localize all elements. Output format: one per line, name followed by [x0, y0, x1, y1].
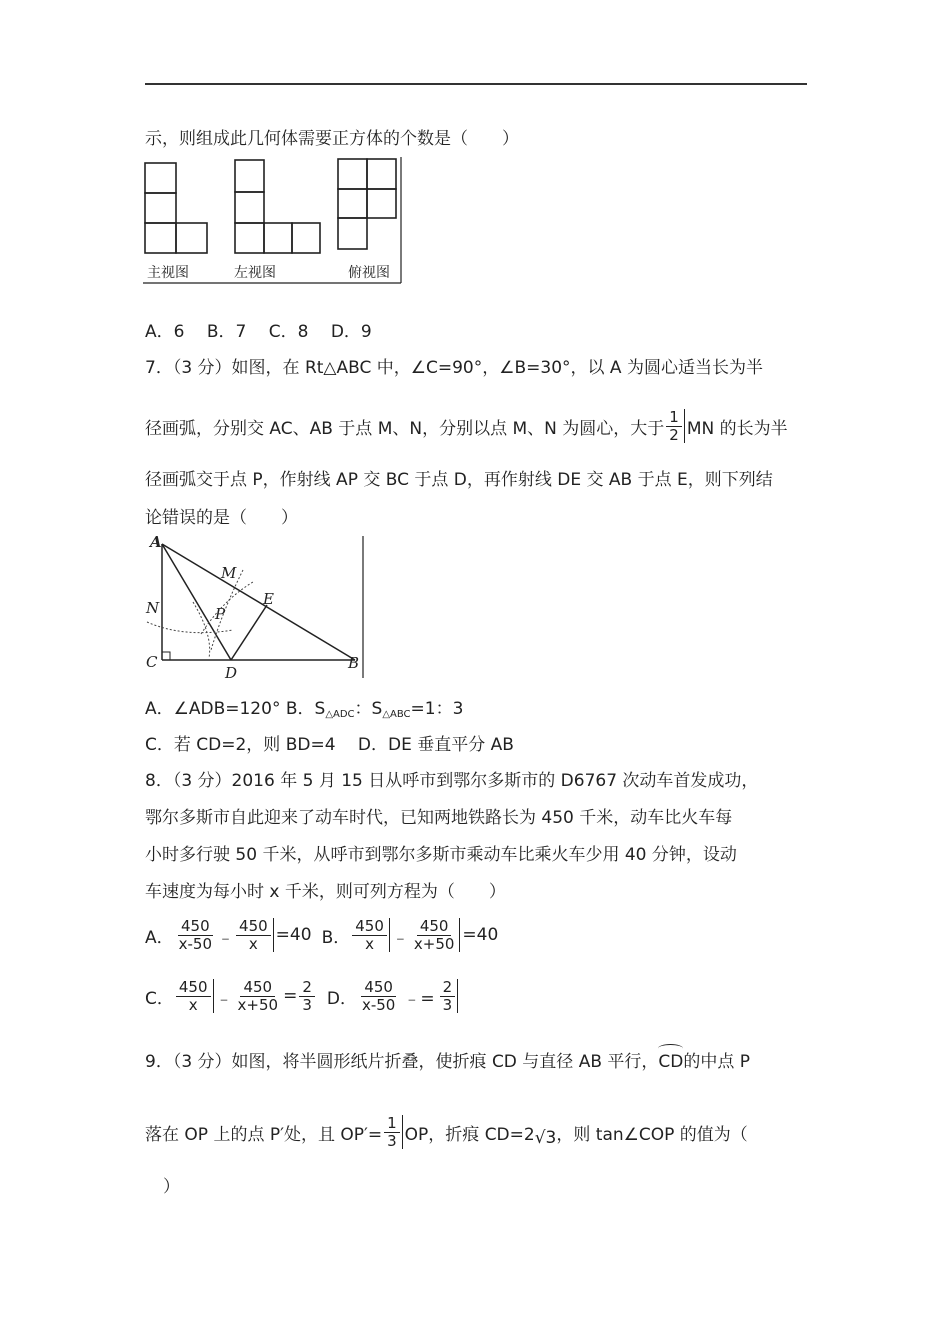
q9-arc-cd: CD: [658, 1052, 684, 1072]
q9-frac-num: 1: [384, 1115, 400, 1133]
q8-line4: 车速度为每小时 x 千米，则可列方程为（ ）: [145, 882, 506, 902]
q8-options-ab: [145, 913, 498, 957]
q7-triangle-figure: [143, 530, 368, 682]
top-view-label: 俯视图: [348, 265, 390, 281]
q8-c-f2-num: 450: [240, 979, 275, 997]
q7-line2-text-a: 径画弧，分别交 AC、AB 于点 M、N，分别以点 M、N 为圆心，大于: [145, 418, 665, 439]
q9-sqrt: √3: [534, 1128, 557, 1148]
q7-line1: 7．（3 分）如图，在 Rt△ABC 中，∠C=90°，∠B=30°，以 A 为圆心适当长为半: [145, 358, 763, 378]
q8-d-f1-num: 450: [361, 979, 396, 997]
q7-fraction: [666, 409, 682, 444]
q6-intro: 示，则组成此几何体需要正方体的个数是（ ）: [145, 129, 519, 149]
q7-options-ab: [145, 694, 463, 720]
q9-frac-den: 3: [387, 1131, 397, 1150]
q8-options-cd: [145, 974, 460, 1018]
q9-line1-text-a: 9．（3 分）如图，将半圆形纸片折叠，使折痕 CD 与直径 AB 平行，: [145, 1052, 659, 1072]
q8-c-f2-den: x+50: [237, 995, 279, 1014]
q8-c-minus: ﹣: [215, 988, 233, 1009]
q9-frac-bar: [402, 1115, 403, 1149]
q8-a-f1-den: x-50: [178, 934, 213, 953]
left-view-label: 左视图: [234, 265, 276, 281]
q7-options-cd: C．若 CD=2，则 BD=4 D．DE 垂直平分 AB: [145, 735, 514, 755]
q8-a-f2-num: 450: [236, 918, 271, 936]
q8-c-f1-num: 450: [176, 979, 211, 997]
q8-b-bar2: [459, 918, 460, 952]
q7-frac-bar: [684, 409, 685, 443]
q8-d-bar: [457, 979, 458, 1013]
header-rule: [145, 83, 807, 85]
q8-a-f2-den: x: [248, 934, 258, 953]
q9-line2-text-c: ，则 tan∠COP 的值为（: [556, 1124, 748, 1145]
q9-line3: ）: [163, 1177, 180, 1197]
q9-line2-text-b: OP，折痕 CD=2: [404, 1124, 535, 1145]
q8-a-rhs: =40: [275, 925, 312, 945]
q8-d-r-den: 3: [442, 995, 453, 1014]
q8-c-r-num: 2: [299, 979, 315, 997]
q7-option-b-sub2: △ABC: [382, 709, 411, 720]
q9-line2-text-a: 落在 OP 上的点 P′处，且 OP′=: [145, 1124, 383, 1145]
q8-c-f1-den: x: [188, 995, 198, 1014]
q9-line1: [145, 1047, 750, 1072]
q8-b-f1-num: 450: [352, 918, 387, 936]
q8-b-f1-den: x: [365, 934, 374, 953]
q8-option-b-label: B．: [321, 927, 351, 948]
q8-c-bar1: [213, 979, 214, 1013]
q7-frac-den: 2: [669, 425, 679, 444]
q9-line2: [145, 1110, 748, 1154]
label-A: A: [150, 533, 162, 551]
q8-b-f2-den: x+50: [413, 934, 455, 953]
q7-line4: 论错误的是（ ）: [145, 508, 298, 528]
label-D: D: [225, 664, 238, 682]
q8-d-minus: ﹣=: [403, 988, 435, 1009]
label-N: N: [146, 599, 160, 617]
q8-b-rhs: =40: [462, 925, 499, 945]
label-C: C: [146, 653, 158, 671]
q8-option-d-label: D．: [326, 988, 357, 1009]
q7-option-b-post: =1：3: [410, 699, 464, 719]
q8-a-minus: ﹣: [217, 927, 235, 948]
q8-a-bar: [273, 918, 274, 952]
q8-c-eq: =: [283, 986, 298, 1006]
q7-line2-text-b: MN 的长为半: [686, 418, 788, 439]
q6-options: A．6 B．7 C．8 D．9: [145, 322, 372, 342]
q7-frac-num: 1: [666, 409, 682, 427]
q8-option-c-label: C．: [145, 988, 174, 1009]
label-B: B: [348, 654, 360, 672]
q7-option-a: A．∠ADB=120°: [145, 699, 281, 719]
q8-b-minus: ﹣: [391, 927, 409, 948]
q8-d-r-num: 2: [440, 979, 456, 997]
q8-option-a-label: A．: [145, 927, 174, 948]
q8-b-bar1: [389, 918, 390, 952]
q7-option-b-pre: B．S: [285, 699, 326, 719]
q7-option-b-sub1: △ADC: [325, 709, 355, 720]
q8-line2: 鄂尔多斯市自此迎来了动车时代，已知两地铁路长为 450 千米，动车比火车每: [145, 808, 733, 828]
label-P: P: [215, 605, 226, 623]
q8-line3: 小时多行驶 50 千米，从呼市到鄂尔多斯市乘动车比乘火车少用 40 分钟，设动: [145, 845, 737, 865]
q7-line3: 径画弧交于点 P，作射线 AP 交 BC 于点 D，再作射线 DE 交 AB 于点 E，则下列结: [145, 470, 773, 490]
q8-a-f1-num: 450: [178, 918, 213, 936]
q7-option-b-mid: ：S: [354, 699, 383, 719]
q9-line1-text-b: 的中点 P: [683, 1052, 751, 1072]
main-view-label: 主视图: [147, 265, 189, 281]
label-M: M: [221, 564, 237, 582]
q8-line1: 8．（3 分）2016 年 5 月 15 日从呼市到鄂尔多斯市的 D6767 次动车首发成功，: [145, 771, 759, 791]
q8-d-f1-den: x-50: [361, 995, 396, 1014]
q8-c-r-den: 3: [302, 995, 312, 1014]
label-E: E: [263, 590, 274, 608]
q6-three-views-figure: [142, 155, 407, 287]
q8-b-f2-num: 450: [417, 918, 452, 936]
q7-line2: [145, 404, 788, 448]
q9-fraction: [384, 1115, 400, 1150]
